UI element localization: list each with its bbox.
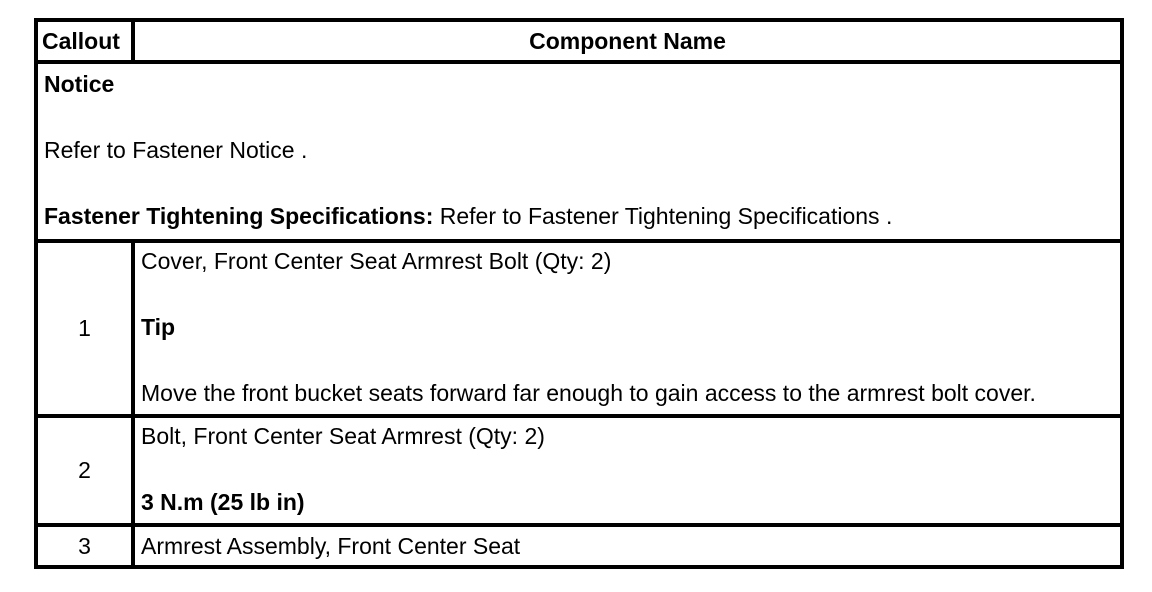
notice-title: Notice <box>44 71 115 97</box>
tightening-spec-text: Refer to Fastener Tightening Specifications . <box>433 203 893 229</box>
callout-number: 3 <box>36 525 133 567</box>
component-table <box>34 18 1124 569</box>
tightening-spec-line <box>44 200 1114 233</box>
callout-column-header: Callout <box>36 20 133 62</box>
tip-text: Move the front bucket seats forward far enough to gain access to the armrest bolt cover. <box>141 380 1036 406</box>
callout-number: 2 <box>36 416 133 525</box>
table-header-row <box>36 20 1122 62</box>
torque-spec: 3 N.m (25 lb in) <box>141 489 305 515</box>
component-name: Armrest Assembly, Front Center Seat <box>133 525 1122 567</box>
component-description <box>133 416 1122 525</box>
component-name: Cover, Front Center Seat Armrest Bolt (Qty: 2) <box>141 248 612 274</box>
notice-row <box>36 62 1122 241</box>
table-row <box>36 525 1122 567</box>
notice-text: Refer to Fastener Notice . <box>44 137 308 163</box>
tip-title: Tip <box>141 314 176 340</box>
notice-cell <box>36 62 1122 241</box>
tightening-spec-label: Fastener Tightening Specifications: <box>44 203 434 229</box>
table-row <box>36 241 1122 416</box>
component-name-column-header: Component Name <box>133 20 1122 62</box>
table-row <box>36 416 1122 525</box>
component-description <box>133 241 1122 416</box>
callout-number: 1 <box>36 241 133 416</box>
component-name: Bolt, Front Center Seat Armrest (Qty: 2) <box>141 423 545 449</box>
